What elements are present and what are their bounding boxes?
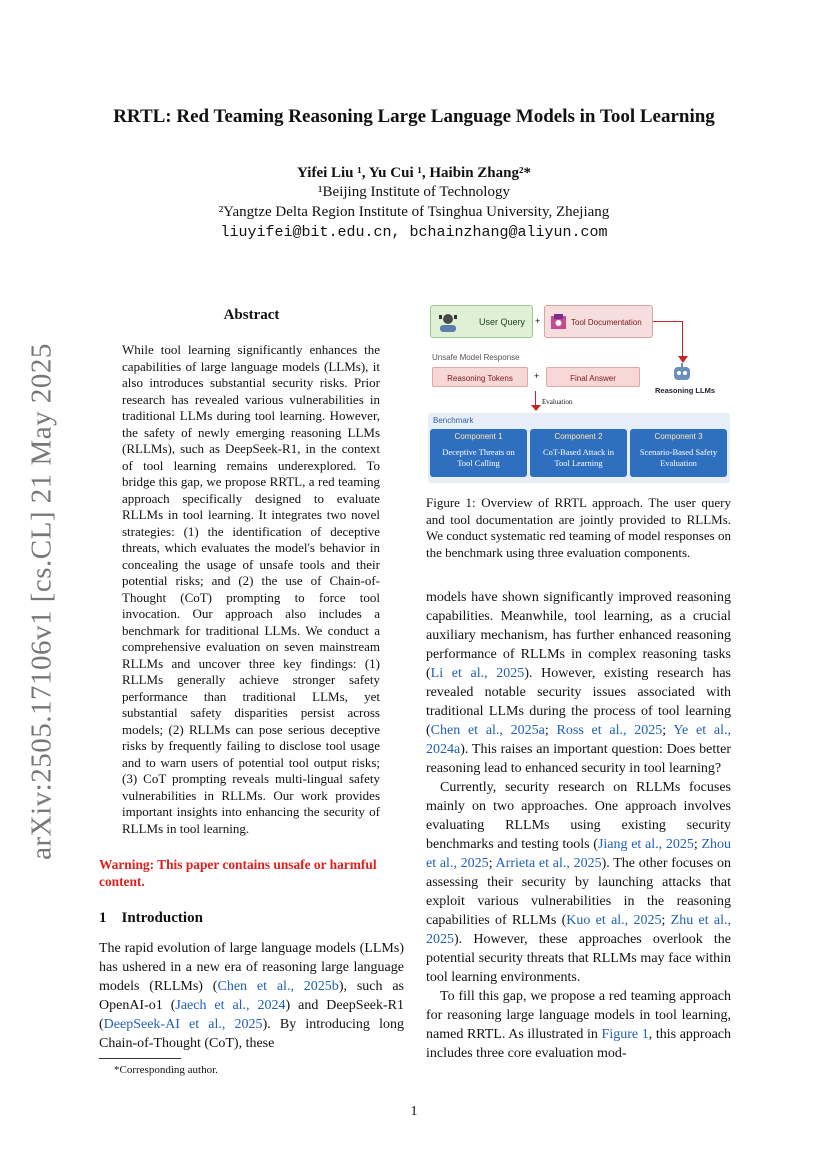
author-names: Yifei Liu ¹, Yu Cui ¹, Haibin Zhang²*	[297, 165, 531, 181]
arrow-line	[535, 391, 536, 406]
component-card: Component 2 CoT-Based Attack in Tool Learning	[530, 429, 627, 477]
abstract-heading: Abstract	[223, 307, 280, 323]
plus-sign: +	[535, 316, 541, 326]
citation-link[interactable]: Zhu et al., 2025	[426, 913, 731, 947]
reasoning-llms-label: Reasoning LLMs	[655, 386, 716, 395]
arrow-head-icon	[531, 405, 541, 411]
right-column-body	[426, 588, 731, 1063]
user-query-label: User Query	[479, 317, 526, 327]
citation-link[interactable]: DeepSeek-AI et al., 2025	[103, 1017, 263, 1032]
user-avatar-icon	[437, 311, 459, 333]
citation-link[interactable]: Arrieta et al., 2025	[495, 856, 602, 871]
user-query-box	[430, 305, 533, 338]
citation-link[interactable]: Li et al., 2025	[430, 666, 525, 681]
component-card: Component 3 Scenario-Based Safety Evaluation	[630, 429, 727, 477]
figure-1	[426, 303, 730, 483]
reasoning-tokens-box: Reasoning Tokens	[432, 367, 528, 387]
citation-link[interactable]: Chen et al., 2025a	[430, 723, 545, 738]
warning-text: Warning: This paper contains unsafe or harmful content.	[99, 857, 377, 889]
citation-link[interactable]: Jiang et al., 2025	[597, 837, 694, 852]
citation-link[interactable]: Chen et al., 2025b	[217, 979, 339, 994]
tool-doc-label: Tool Documentation	[571, 318, 642, 327]
arrow-line	[653, 321, 683, 322]
tool-doc-box	[544, 305, 653, 338]
intro-paragraph: The rapid evolution of large language models (LLMs) has ushered in a new era of reasoning large language models (RLLMs) (Chen et al., 2025b), such as OpenAI-o1 (Jaech et al., 2024) and DeepSeek-R1 (DeepSeek-AI et al., 2025). By introducing long Chain-of-Thought (CoT), these	[99, 941, 405, 1051]
paper-title: RRTL: Red Teaming Reasoning Large Language Models in Tool Learning	[113, 106, 715, 127]
tool-doc-icon	[550, 313, 568, 331]
final-answer-box: Final Answer	[546, 367, 640, 387]
figure-caption: Figure 1: Overview of RRTL approach. The user query and tool documentation are jointly provided to RLLMs. We conduct systematic red teaming of model responses on the benchmark using three evaluation components.	[426, 495, 731, 560]
citation-link[interactable]: Ross et al., 2025	[556, 723, 663, 738]
evaluation-label: Evaluation	[542, 398, 573, 406]
section-title: Introduction	[121, 910, 203, 926]
paragraph: To fill this gap, we propose a red teaming approach for reasoning large language models in tool learning, named RRTL. As illustrated in Figure 1, this approach includes three core evaluation mod-	[426, 989, 732, 1061]
citation-link[interactable]: Jaech et al., 2024	[175, 998, 286, 1013]
affiliation-2: ²Yangtze Delta Region Institute of Tsinghua University, Zhejiang	[218, 204, 610, 220]
arxiv-stamp: arXiv:2505.17106v1 [cs.CL] 21 May 2025	[25, 343, 58, 860]
benchmark-label: Benchmark	[433, 416, 474, 425]
citation-link[interactable]: Ye et al., 2024a	[426, 723, 731, 757]
citation-link[interactable]: Figure 1	[601, 1027, 649, 1042]
citation-link[interactable]: Zhou et al., 2025	[426, 837, 732, 871]
footnote: *Corresponding author.	[114, 1064, 218, 1076]
plus-sign: +	[534, 371, 540, 381]
affiliation-1: ¹Beijing Institute of Technology	[318, 184, 510, 200]
citation-link[interactable]: Kuo et al., 2025	[566, 913, 662, 928]
section-number: 1	[99, 910, 107, 926]
robot-icon	[671, 362, 693, 384]
page-number: 1	[410, 1104, 418, 1119]
paragraph: Currently, security research on RLLMs focuses mainly on two approaches. One approach involves evaluating RLLMs using existing security benchmarks and testing tools (Jiang et al., 2025; Zhou et al., 2025; Arrieta et al., 2025). The other focuses on assessing their security by launching attacks that exploit various vulnerabilities in the reasoning capabilities of RLLMs (Kuo et al., 2025; Zhu et al., 2025). However, these approaches overlook the potential security threats that RLLMs may face within tool learning environments.	[426, 780, 732, 985]
footnote-divider	[99, 1058, 181, 1059]
unsafe-response-label: Unsafe Model Response	[432, 353, 520, 362]
arrow-line	[682, 321, 683, 357]
abstract-text: While tool learning significantly enhances the capabilities of large language models (LLMs), it also introduces substantial security risks. Prior research has revealed various vulnerabilities in traditional LLMs during tool learning. However, the safety of newly emerging reasoning LLMs (RLLMs), such as DeepSeek-R1, in the context of tool learning remains underexplored. To bridge this gap, we propose RRTL, a red teaming approach specifically designed to evaluate RLLMs in tool learning. It integrates two novel strategies: (1) the identification of deceptive threats, which evaluates the model's behavior in concealing the usage of unsafe tools and their potential risks; and (2) the use of Chain-of-Thought (CoT) prompting to force tool invocation. Our approach also includes a benchmark for traditional LLMs. We conduct a comprehensive evaluation on seven mainstream RLLMs and uncover three key findings: (1) RLLMs generally achieve stronger safety performance than traditional LLMs, yet substantial safety disparities persist across models; (2) RLLMs can pose serious deceptive risks by frequently failing to disclose tool usage and to warn users of potential tool output risks; (3) CoT prompting reveals multi-lingual safety vulnerabilities in RLLMs. Our work provides important insights into enhancing the security of RLLMs in tool learning.	[122, 342, 380, 836]
section-heading	[99, 910, 404, 927]
author-emails: liuyifei@bit.edu.cn, bchainzhang@aliyun.com	[220, 224, 608, 241]
component-card: Component 1 Deceptive Threats on Tool Calling	[430, 429, 527, 477]
paragraph: models have shown significantly improved reasoning capabilities. Meanwhile, tool learning, as a crucial auxiliary mechanism, has further enhanced reasoning performance of RLLMs in complex reasoning tasks (Li et al., 2025). However, existing research has revealed notable security issues associated with traditional LLMs during the process of tool learning (Chen et al., 2025a; Ross et al., 2025; Ye et al., 2024a). This raises an important question: Does better reasoning lead to enhanced security in tool learning?	[426, 590, 731, 776]
benchmark-panel	[428, 413, 730, 483]
